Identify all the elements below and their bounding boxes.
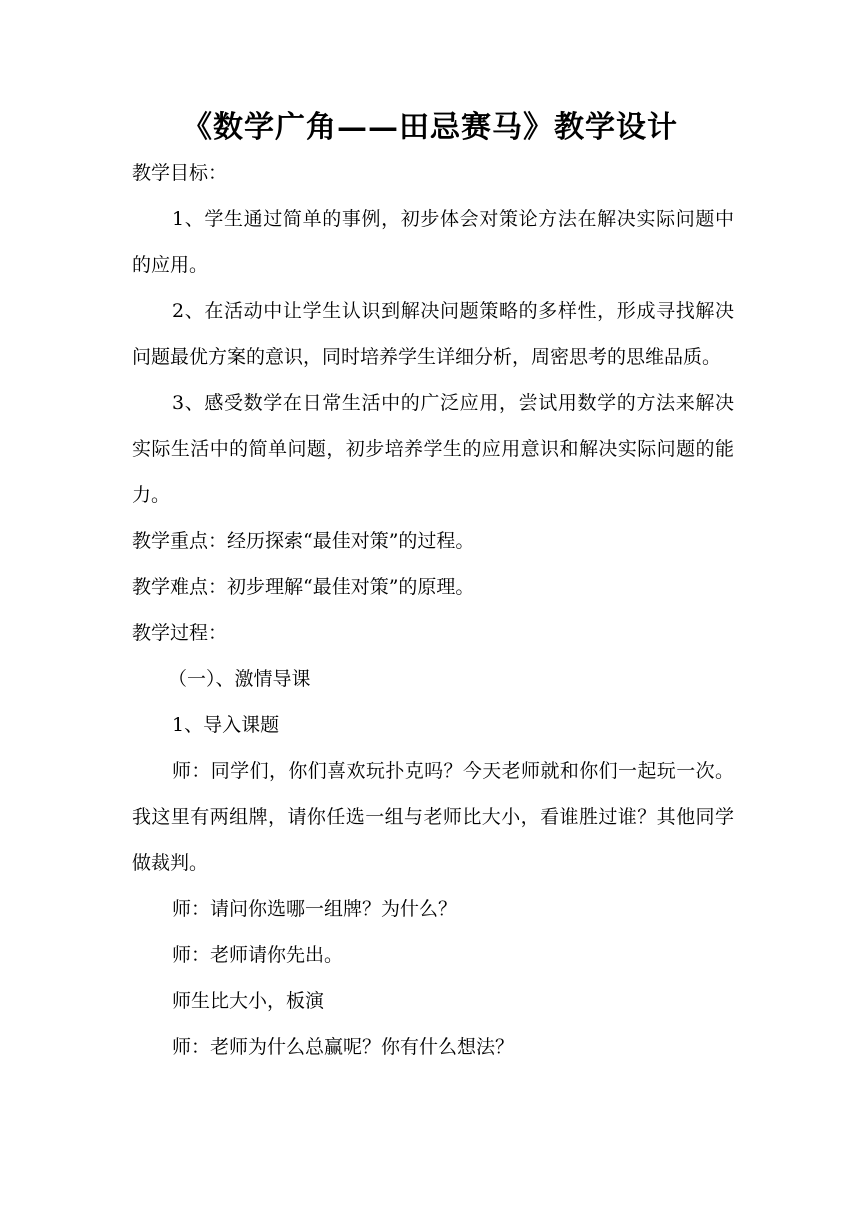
paragraph-demo: 师生比大小，板演: [172, 990, 325, 1012]
paragraph-teacher-why: 师：老师为什么总赢呢？你有什么想法？: [172, 1036, 515, 1058]
paragraph-teacher-first: 师：老师请你先出。: [172, 944, 344, 966]
paragraph-key-point: 教学重点：经历探索“最佳对策”的过程。: [132, 530, 475, 552]
paragraph-teaching-goals-heading: 教学目标：: [132, 162, 228, 184]
paragraph-goal-2: 2、在活动中让学生认识到解决问题策略的多样性，形成寻找解决问题最优方案的意识，同时培养学生详细分析，周密思考的思维品质。: [132, 300, 734, 368]
paragraph-teacher-intro: 师：同学们，你们喜欢玩扑克吗？今天老师就和你们一起玩一次。我这里有两组牌，请你任选一组与老师比大小，看谁胜过谁？其他同学做裁判。: [132, 760, 734, 874]
paragraph-process-heading: 教学过程：: [132, 622, 228, 644]
paragraph-goal-1: 1、学生通过简单的事例，初步体会对策论方法在解决实际问题中的应用。: [132, 208, 734, 276]
paragraph-section-1: （一）、激情导课: [168, 668, 311, 690]
paragraph-goal-3: 3、感受数学在日常生活中的广泛应用，尝试用数学的方法来解决实际生活中的简单问题，初步培养学生的应用意识和解决实际问题的能力。: [132, 392, 734, 506]
document-title: 《数学广角——田忌赛马》教学设计: [182, 110, 678, 145]
paragraph-difficult-point: 教学难点：初步理解“最佳对策”的原理。: [132, 576, 475, 598]
paragraph-teacher-question: 师：请问你选哪一组牌？为什么？: [172, 898, 458, 920]
paragraph-intro-topic: 1、导入课题: [172, 714, 280, 736]
document-body: [132, 150, 734, 1070]
